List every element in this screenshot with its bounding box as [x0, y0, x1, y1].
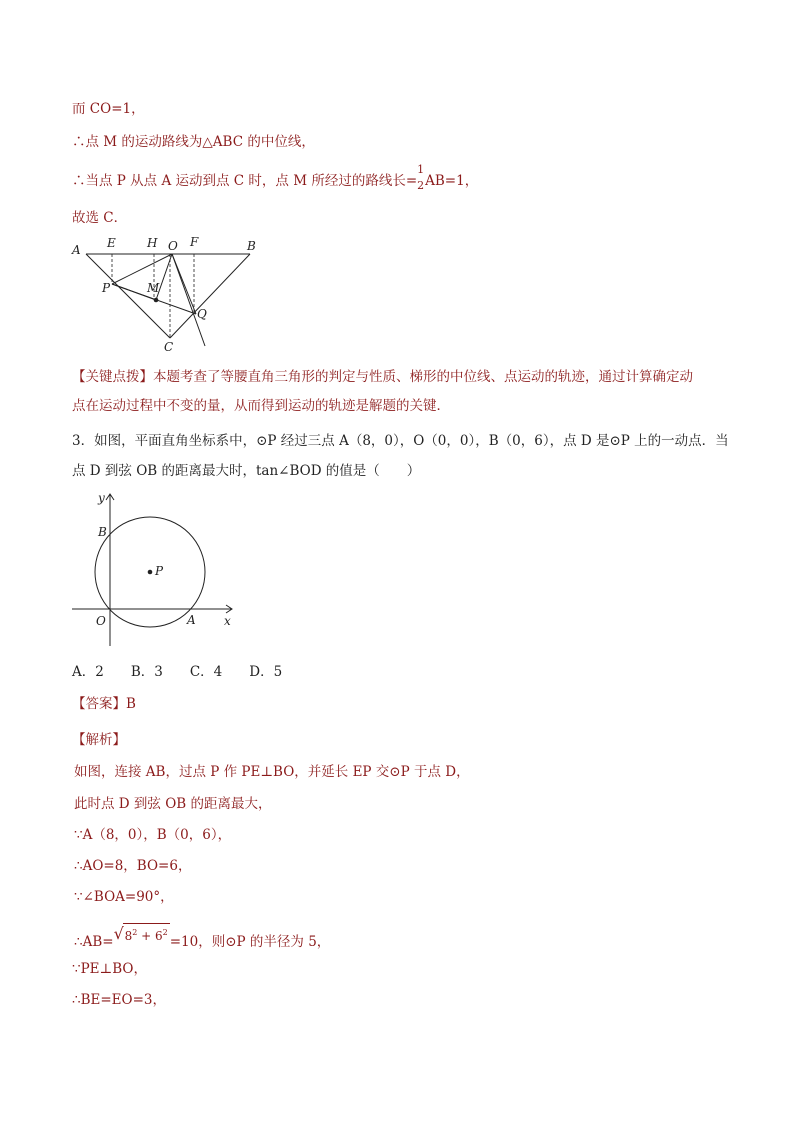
line-bc	[170, 254, 250, 338]
path-length-text: ∴当点 P 从点 A 运动到点 C 时，点 M 所经过的路线长=	[72, 173, 418, 189]
label-o: O	[168, 239, 178, 253]
ab-prefix: ∴AB=	[74, 934, 114, 950]
fraction-denominator: 2	[417, 178, 425, 192]
label-f: F	[190, 235, 199, 249]
analysis-label: 【解析】	[72, 732, 126, 748]
question-3-line-1: 3．如图，平面直角坐标系中，⊙P 经过三点 A（8，0），O（0，0），B（0，6），点 D 是⊙P 上的一动点．当	[72, 433, 729, 449]
point-p	[148, 570, 153, 575]
label-c: C	[164, 340, 174, 354]
triangle-figure	[68, 234, 268, 356]
question-3-line-2: 点 D 到弦 OB 的距离最大时，tan∠BOD 的值是（ ）	[72, 463, 421, 479]
answer-options: A．2 B．3 C．4 D．5	[72, 664, 283, 680]
label-b: B	[98, 525, 107, 539]
line-oq	[172, 254, 205, 346]
exponent-1: 2	[132, 928, 138, 937]
line-oq-inner	[172, 254, 196, 314]
label-p: P	[155, 564, 164, 578]
label-b: B	[247, 239, 256, 253]
answer-label: 【答案】	[72, 696, 126, 712]
ab-result: =10，则⊙P 的半径为 5，	[169, 934, 331, 950]
key-point-text: 本题考查了等腰直角三角形的判定与性质、梯形的中位线、点运动的轨迹，通过计算确定动	[153, 369, 693, 385]
square-root: √ $8^2 + 6^2$	[113, 924, 168, 943]
key-point-label: 【关键点拨】	[72, 369, 153, 385]
key-point-line-1	[72, 368, 693, 386]
radicand-6: + 6	[137, 929, 163, 943]
solution-line-1: 如图，连接 AB，过点 P 作 PE⊥BO，并延长 EP 交⊙P 于点 D，	[74, 764, 470, 780]
label-q: Q	[197, 307, 207, 321]
text-line-midline: ∴点 M 的运动路线为△ABC 的中位线，	[72, 134, 315, 150]
text-line-path-length	[72, 162, 479, 192]
point-m	[154, 298, 159, 303]
label-o: O	[96, 614, 106, 628]
answer-line	[72, 695, 136, 713]
text-line-co: 而 CO=1，	[72, 101, 145, 117]
radicand-8: 8	[124, 929, 133, 943]
label-y: y	[98, 491, 105, 505]
label-m: M	[147, 281, 160, 295]
key-point-line-2: 点在运动过程中不变的量，从而得到运动的轨迹是解题的关键．	[72, 398, 450, 414]
label-a: A	[72, 243, 81, 257]
text-line-choose-c: 故选 C．	[72, 210, 128, 226]
exponent-2: 2	[162, 928, 168, 937]
solution-line-5: ∵∠BOA=90°，	[74, 889, 174, 905]
path-length-result: AB=1，	[425, 173, 479, 189]
solution-line-3: ∵A（8，0），B（0，6），	[74, 827, 232, 843]
solution-line-7: ∵PE⊥BO，	[72, 961, 147, 977]
label-x: x	[224, 614, 231, 628]
label-h: H	[147, 236, 158, 250]
fraction-half	[417, 162, 425, 192]
fraction-numerator: 1	[417, 162, 425, 176]
solution-line-2: 此时点 D 到弦 OB 的距离最大，	[74, 796, 272, 812]
label-p: P	[102, 281, 111, 295]
solution-line-8: ∴BE=EO=3，	[72, 992, 166, 1008]
solution-line-4: ∴AO=8，BO=6，	[74, 858, 192, 874]
solution-line-6	[74, 924, 331, 951]
label-a: A	[187, 613, 196, 627]
circle-coordinate-figure	[68, 488, 244, 654]
label-e: E	[107, 236, 116, 250]
answer-value: B	[126, 696, 136, 712]
